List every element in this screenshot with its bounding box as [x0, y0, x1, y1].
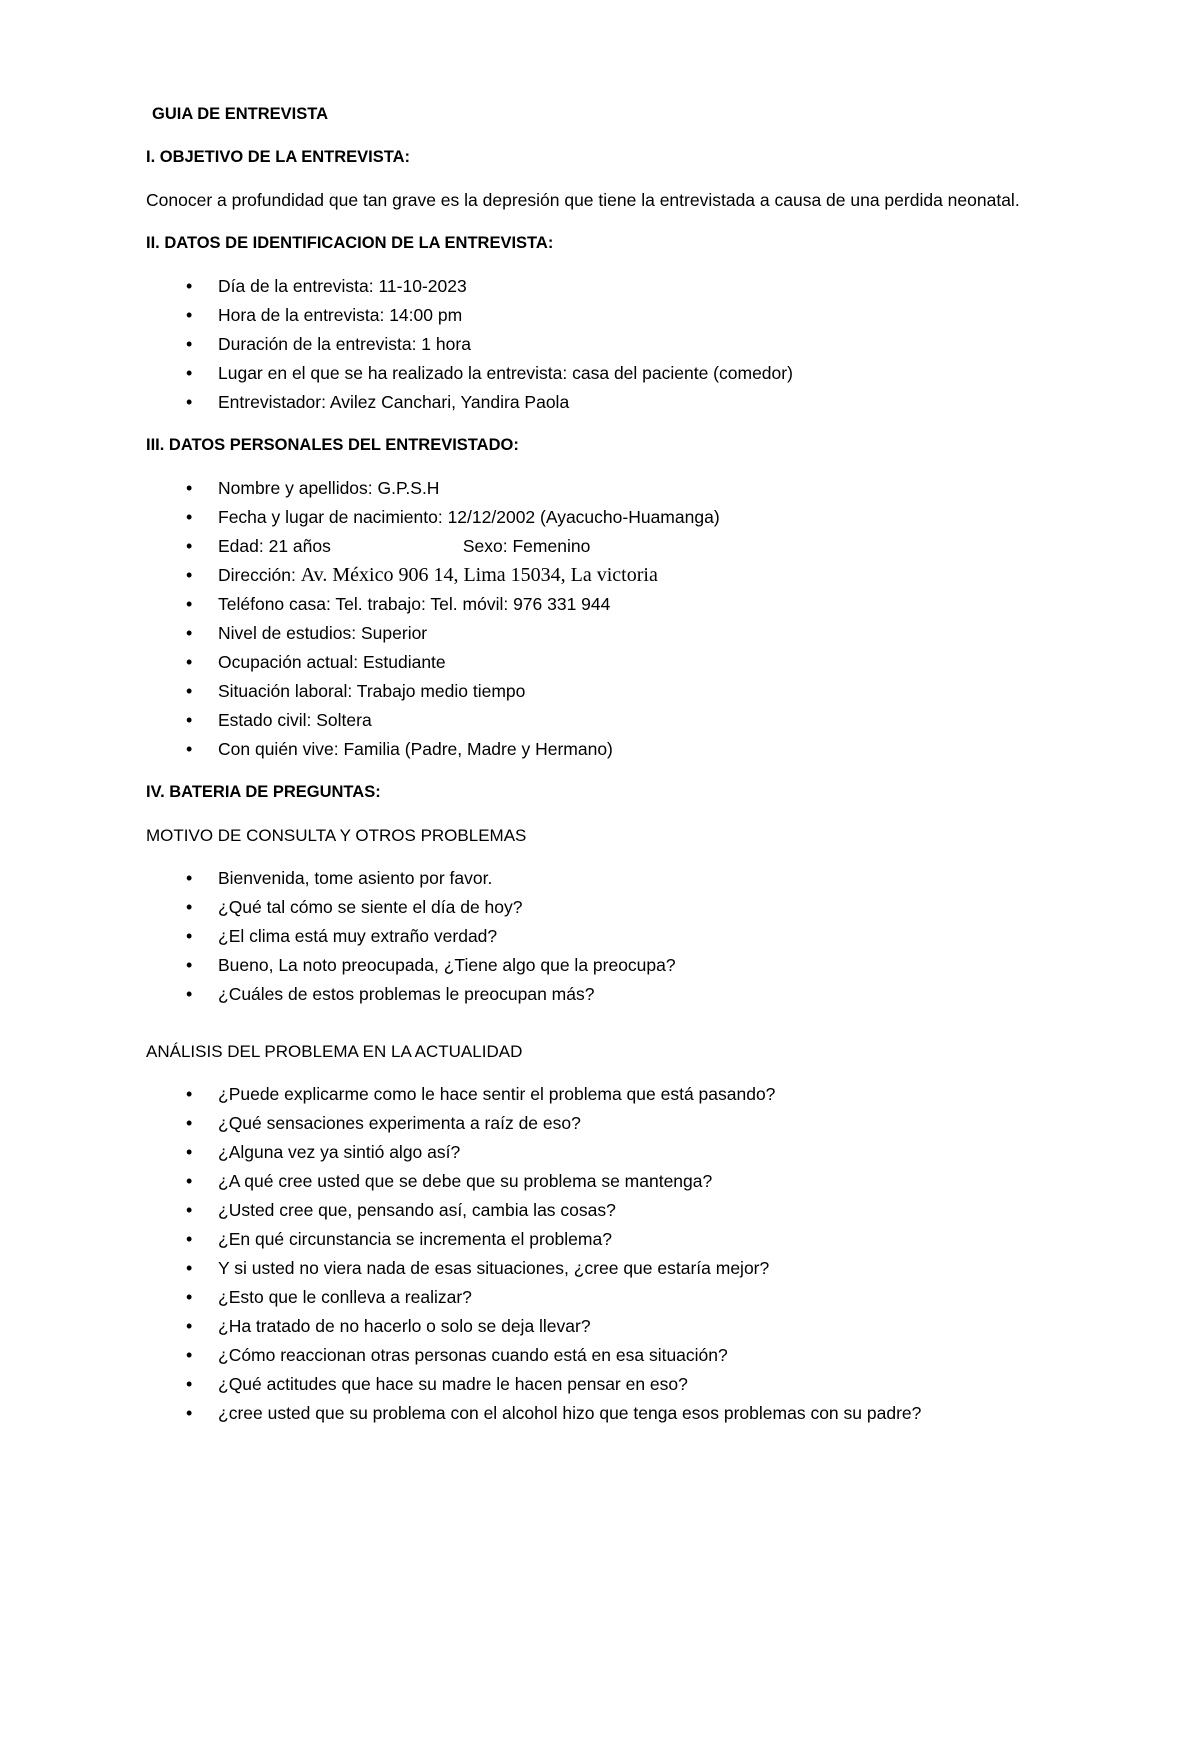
analisis-list [146, 1080, 1086, 1428]
list-item-ocupacion: • Ocupación actual: Estudiante [146, 648, 1086, 677]
list-item: • Bueno, La noto preocupada, ¿Tiene algo que la preocupa? [146, 951, 1086, 980]
list-item: • ¿Alguna vez ya sintió algo así? [146, 1138, 1086, 1167]
list-item-edad-sexo [146, 532, 1086, 561]
section-preguntas-heading: IV. BATERIA DE PREGUNTAS: [146, 783, 381, 801]
edad-text: Edad: 21 años [218, 536, 331, 556]
motivo-subheading: MOTIVO DE CONSULTA Y OTROS PROBLEMAS [146, 826, 527, 845]
list-item: • ¿Cómo reaccionan otras personas cuando está en esa situación? [146, 1341, 1086, 1370]
list-item: • ¿Qué sensaciones experimenta a raíz de eso? [146, 1109, 1086, 1138]
list-item: • Entrevistador: Avilez Canchari, Yandira Paola [146, 388, 1086, 417]
list-item-direccion [146, 561, 1086, 590]
list-item-telefono: • Teléfono casa: Tel. trabajo: Tel. móvil: 976 331 944 [146, 590, 1086, 619]
motivo-list [146, 864, 1086, 1009]
list-item-nombre: • Nombre y apellidos: G.P.S.H [146, 474, 1086, 503]
list-item: • Duración de la entrevista: 1 hora [146, 330, 1086, 359]
list-item-laboral: • Situación laboral: Trabajo medio tiempo [146, 677, 1086, 706]
list-item: • ¿Ha tratado de no hacerlo o solo se deja llevar? [146, 1312, 1086, 1341]
list-item: • ¿Qué actitudes que hace su madre le hacen pensar en eso? [146, 1370, 1086, 1399]
document-content [146, 100, 1086, 1442]
list-item: • Lugar en el que se ha realizado la entrevista: casa del paciente (comedor) [146, 359, 1086, 388]
list-item: • ¿Usted cree que, pensando así, cambia las cosas? [146, 1196, 1086, 1225]
list-item: • ¿cree usted que su problema con el alcohol hizo que tenga esos problemas con su padre? [146, 1399, 1086, 1428]
direccion-value: Av. México 906 14, Lima 15034, La victoria [300, 564, 658, 586]
personales-list [146, 474, 1086, 764]
document-title: GUIA DE ENTREVISTA [152, 105, 329, 123]
identificacion-list [146, 272, 1086, 417]
direccion-label: Dirección: [218, 565, 296, 585]
list-item: • Hora de la entrevista: 14:00 pm [146, 301, 1086, 330]
list-item: • Día de la entrevista: 11-10-2023 [146, 272, 1086, 301]
list-item-fecha: • Fecha y lugar de nacimiento: 12/12/2002 (Ayacucho-Huamanga) [146, 503, 1086, 532]
list-item-estudios: • Nivel de estudios: Superior [146, 619, 1086, 648]
list-item: • ¿Puede explicarme como le hace sentir el problema que está pasando? [146, 1080, 1086, 1109]
analisis-subheading: ANÁLISIS DEL PROBLEMA EN LA ACTUALIDAD [146, 1042, 523, 1061]
list-item: • ¿El clima está muy extraño verdad? [146, 922, 1086, 951]
list-item: • ¿Esto que le conlleva a realizar? [146, 1283, 1086, 1312]
section-identificacion-heading: II. DATOS DE IDENTIFICACION DE LA ENTREVISTA: [146, 234, 554, 252]
list-item: • ¿A qué cree usted que se debe que su problema se mantenga? [146, 1167, 1086, 1196]
list-item-vive: • Con quién vive: Familia (Padre, Madre y Hermano) [146, 735, 1086, 764]
list-item: • ¿En qué circunstancia se incrementa el problema? [146, 1225, 1086, 1254]
section-objetivo-text: Conocer a profundidad que tan grave es la depresión que tiene la entrevistada a causa de una perdida neonatal. [146, 190, 1020, 210]
list-item: • Y si usted no viera nada de esas situaciones, ¿cree que estaría mejor? [146, 1254, 1086, 1283]
section-personales-heading: III. DATOS PERSONALES DEL ENTREVISTADO: [146, 436, 519, 454]
list-item: • Bienvenida, tome asiento por favor. [146, 864, 1086, 893]
section-objetivo-heading: I. OBJETIVO DE LA ENTREVISTA: [146, 148, 411, 166]
list-item: • ¿Cuáles de estos problemas le preocupan más? [146, 980, 1086, 1009]
sexo-text: Sexo: Femenino [462, 536, 591, 556]
list-item: • ¿Qué tal cómo se siente el día de hoy? [146, 893, 1086, 922]
list-item-civil: • Estado civil: Soltera [146, 706, 1086, 735]
